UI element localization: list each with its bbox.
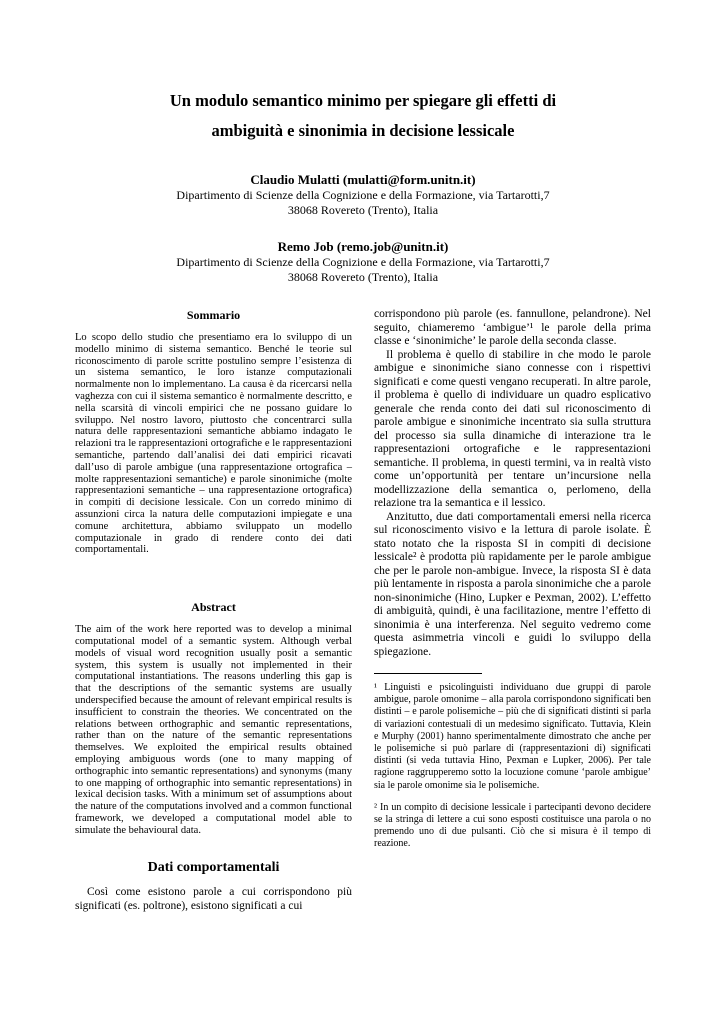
author-2 bbox=[75, 239, 651, 284]
body-paragraph-1: corrispondono più parole (es. fannullone, pelandrone). Nel seguito, chiameremo ‘ambigue’¹ le parole della prima classe e ‘sinonimiche’ le parole della seconda classe. bbox=[374, 308, 651, 347]
body-paragraph-3: Anzitutto, due dati comportamentali emersi nella ricerca sul riconoscimento visivo e la lettura di parole isolate. È stato notato che la risposta SI in compiti di decisione lessicale² è prodotta più rapidamente per le parole ambigue che per le parole non-ambigue. Invece, la risposta SI è data più lentamente in risposta a parola sinonimiche che a parole non-sinonimiche (Hino, Lupker e Pexman, 2002). L’effetto di ambiguità, quindi, è una facilitazione, mentre l’effetto di sinonimia è una interferenza. Nel seguito vedremo come questa asimmetria vincoli e guidi lo sviluppo della spiegazione. bbox=[374, 510, 651, 658]
footnote-separator bbox=[374, 673, 482, 674]
author-2-name: Remo Job (remo.job@unitn.it) bbox=[277, 239, 449, 254]
footnote-1: ¹ Linguisti e psicolinguisti individuano due gruppi di parole ambigue, parole omonime – alla parola corrispondono significati ben distinti – e parole polisemiche – più che di significati distinti si parla di variazioni contestuali di un medesimo significato. Tuttavia, Klein e Murphy (2001) hanno sperimentalmente dimostrato che anche per le polisemiche si può parlare di (rappresentazioni di) significati distinti (si veda tuttavia Hino, Pexman e Lupker, 2006). Per tale ragione raggrupperemo sotto la locuzione comune ‘parole ambigue’ sia le parole omonime sia le polisemiche. bbox=[374, 682, 651, 791]
authors-block bbox=[75, 172, 651, 284]
author-2-affiliation-line-1: Dipartimento di Scienze della Cognizione e della Formazione, via Tartarotti,7 bbox=[176, 255, 550, 269]
right-column bbox=[374, 308, 651, 913]
paper-title-line-1: Un modulo semantico minimo per spiegare gli effetti di bbox=[169, 91, 557, 110]
footnote-2: ² In un compito di decisione lessicale i partecipanti devono decidere se la stringa di lettere a cui sono esposti costituisce una parola o no premendo uno di due pulsanti. Ciò che si misura è il tempo di reazione. bbox=[374, 801, 651, 850]
abstract-heading: Abstract bbox=[191, 600, 236, 615]
dati-comportamentali-heading: Dati comportamentali bbox=[147, 860, 280, 876]
dati-comportamentali-paragraph: Così come esistono parole a cui corrispondono più significati (es. poltrone), esistono significati a cui bbox=[75, 886, 352, 912]
author-1-name: Claudio Mulatti (mulatti@form.unitn.it) bbox=[250, 172, 476, 187]
sommario-heading: Sommario bbox=[186, 308, 241, 322]
body-paragraph-2: Il problema è quello di stabilire in che modo le parole ambigue e sinonimiche siano connesse con i rispettivi significati e come questi vengano recuperati. In altre parole, il problema è quello di individuare un quadro esplicativo generale che renda conto dei dati sul riconoscimento di parole ambigue e sinonimiche incentrato sia sulla struttura del processo sia sulla dinamiche di interazione tra le rappresentazioni ortografiche e le rappresentazioni semantiche. Il problema, in questi termini, va in realtà visto come un’opportunità per tentare un’incursione nella modellizzazione della semantica o, perlomeno, della relazione tra la semantica e il lessico. bbox=[374, 348, 651, 509]
abstract-text: The aim of the work here reported was to develop a minimal computational model of a semantic system. Although verbal models of visual word recognition usually posit a semantic system, this system is usually not implemented in their computational instantiations. The reasons underling this gap is that the descriptions of the semantic systems are usually underspecified because the amount of relevant empirical results is insufficient to constrain the theories. We concentrated on the relations between orthographic and semantic representations, rather than on the nature of the semantic representations themselves. We exploited the empirical results obtained employing ambiguous words (one to many mapping of orthographic into semantic representations) and synonyms (many to one mapping of orthographic into semantic representations) in lexical decision tasks. With a minimum set of assumptions about the nature of the computations involved and a common functional framework, we developed a computational model able to simulate the behavioural data. bbox=[75, 624, 352, 836]
two-column-body bbox=[75, 308, 651, 913]
author-1-affiliation-line-1: Dipartimento di Scienze della Cognizione e della Formazione, via Tartarotti,7 bbox=[176, 188, 550, 202]
author-1 bbox=[75, 172, 651, 217]
author-2-affiliation-line-2: 38068 Rovereto (Trento), Italia bbox=[287, 269, 439, 284]
left-column bbox=[75, 308, 352, 913]
paper-title-line-2: ambiguità e sinonimia in decisione lessicale bbox=[211, 121, 515, 140]
sommario-text: Lo scopo dello studio che presentiamo era lo sviluppo di un modello minimo di sistema semantico. Benché le teorie sul riconoscimento di parole scritte postulino sempre l’esistenza di un sistema semantico, le loro istanze computazionali normalmente non lo implementano. La causa è da ricercarsi nella vaghezza con cui il sistema semantico è normalmente descritto, e nella scarsità di vincoli empirici che ne possano guidare lo sviluppo. Nel nostro lavoro, piuttosto che concentrarci sulla natura delle rappresentazioni semantiche abbiamo indagato le relazioni tra le rappresentazioni ortografiche e le rappresentazioni semantiche, partendo dall’analisi dei dati empirici ricavati dall’uso di parole ambigue (una rappresentazione ortografica – molte rappresentazioni semantiche) e parole sinonimiche (molte rappresentazioni semantiche – una rappresentazione ortografica) in compiti di decisione lessicale. Con un corredo minimo di assunzioni circa la natura delle computazioni impiegate e una comune architettura, abbiamo sviluppato un modello computazionale in grado di rendere conto dei dati comportamentali. bbox=[75, 332, 352, 556]
title-block bbox=[75, 86, 651, 146]
author-1-affiliation-line-2: 38068 Rovereto (Trento), Italia bbox=[287, 202, 439, 217]
